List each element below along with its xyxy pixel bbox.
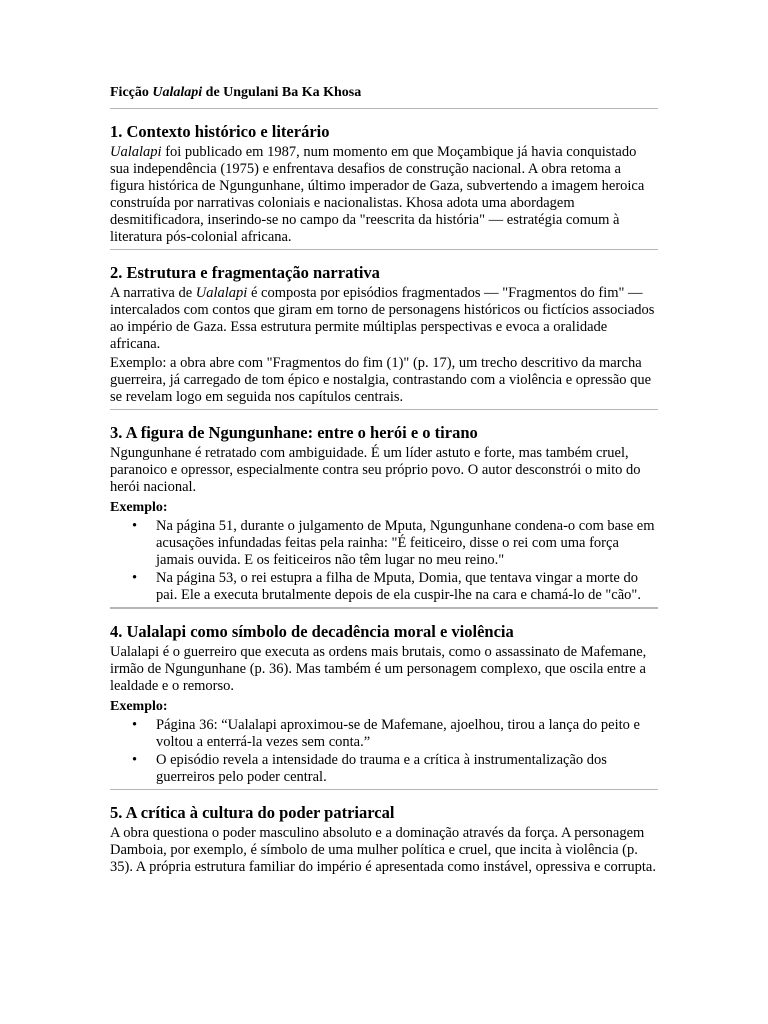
work-title: Ualalapi <box>195 285 248 301</box>
section-1 <box>110 109 658 250</box>
section-paragraph <box>110 285 658 353</box>
section-heading: 1. Contexto histórico e literário <box>110 122 330 141</box>
title-work: Ualalapi <box>152 85 203 100</box>
section-paragraph: Ngungunhane é retratado com ambiguidade. É um líder astuto e forte, mas também cruel, paranoico e opressor, especialmente contra seu próprio povo. O autor desconstrói o mito do herói nacional. <box>110 445 641 495</box>
section-paragraph: Ualalapi é o guerreiro que executa as ordens mais brutais, como o assassinato de Mafemane, irmão de Ngungunhane (p. 36). Mas também é um personagem complexo, que oscila entre a lealdade e o remorso. <box>110 644 647 694</box>
section-4 <box>110 609 658 790</box>
paragraph-text: A narrativa de <box>110 285 196 301</box>
paragraph-text: é composta por episódios fragmentados — "Fragmentos do fim" — intercalados com contos que giram em torno de personagens históricos ou fictícios associados ao império de Gaza. Essa estrutura permite múltiplas perspectivas e evoca a oralidade africana. <box>110 285 655 352</box>
list-item: • Na página 53, o rei estupra a filha de Mputa, Domia, que tentava vingar a morte do pai. Ele a executa brutalmente depois de ela cuspir-lhe na cara e chamá-lo de "cão". <box>156 570 658 604</box>
document-title <box>110 84 658 109</box>
section-heading: 4. Ualalapi como símbolo de decadência moral e violência <box>110 622 514 641</box>
section-paragraph <box>110 144 658 246</box>
section-2 <box>110 250 658 410</box>
title-suffix: de Ungulani Ba Ka Khosa <box>202 85 362 100</box>
list-item: • O episódio revela a intensidade do trauma e a crítica à instrumentalização dos guerreiros pelo poder central. <box>156 752 658 786</box>
section-heading: 2. Estrutura e fragmentação narrativa <box>110 263 380 282</box>
list-item: • Na página 51, durante o julgamento de Mputa, Ngungunhane condena-o com base em acusações infundadas feitas pela rainha: "É feiticeiro, disse o rei com uma força jamais ouvida. E os feiticeiros não têm lugar no meu reino." <box>156 518 658 569</box>
section-3 <box>110 410 658 609</box>
title-prefix: Ficção <box>110 85 153 100</box>
example-list <box>110 717 658 786</box>
section-heading: 3. A figura de Ngungunhane: entre o herói e o tirano <box>110 423 478 442</box>
paragraph-text: foi publicado em 1987, num momento em que Moçambique já havia conquistado sua independência (1975) e enfrentava desafios de construção nacional. A obra retoma a figura histórica de Ngungunhane, último imperador de Gaza, subvertendo a imagem heroica construída por narrativas coloniais e nacionalistas. Khosa adota uma abordagem desmitificadora, inserindo-se no campo da "reescrita da história" — estratégia comum à literatura pós-colonial africana. <box>110 144 645 245</box>
document-page <box>110 84 658 879</box>
example-list <box>110 518 658 604</box>
work-title: Ualalapi <box>110 144 162 160</box>
section-paragraph: Exemplo: a obra abre com "Fragmentos do fim (1)" (p. 17), um trecho descritivo da marcha guerreira, já carregado de tom épico e nostalgia, contrastando com a violência e opressão que se revelam logo em seguida nos capítulos centrais. <box>110 355 652 405</box>
section-heading: 5. A crítica à cultura do poder patriarcal <box>110 803 395 822</box>
example-label: Exemplo: <box>110 500 168 515</box>
example-label: Exemplo: <box>110 699 168 714</box>
list-item: • Página 36: “Ualalapi aproximou-se de Mafemane, ajoelhou, tirou a lança do peito e voltou a enterrá-la vezes sem conta.” <box>156 717 658 751</box>
section-paragraph: A obra questiona o poder masculino absoluto e a dominação através da força. A personagem Damboia, por exemplo, é símbolo de uma mulher política e cruel, que incita à violência (p. 35). A própria estrutura familiar do império é apresentada como instável, opressiva e corrupta. <box>110 825 656 875</box>
section-5 <box>110 790 658 879</box>
